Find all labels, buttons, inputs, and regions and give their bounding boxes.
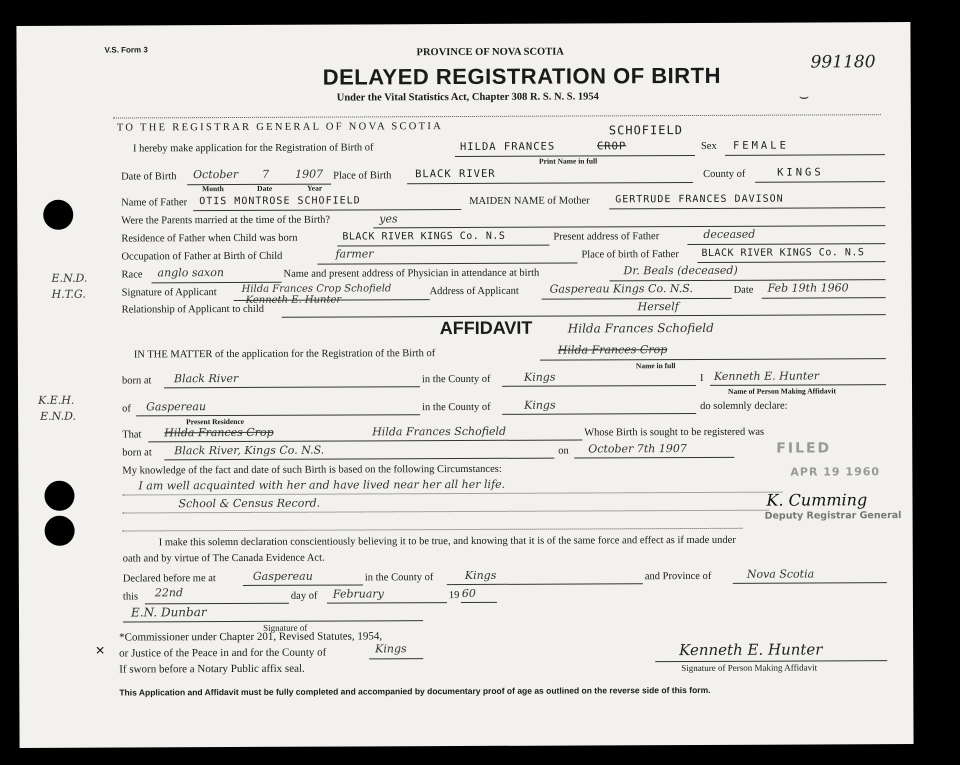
county-label: County of: [703, 168, 746, 180]
form-number: V.S. Form 3: [104, 45, 148, 55]
addressee-line: TO THE REGISTRAR GENERAL OF NOVA SCOTIA: [116, 121, 444, 134]
surname-correction: SCHOFIELD: [608, 123, 683, 138]
deputy-registrar-stamp: Deputy Registrar General: [764, 510, 902, 522]
of-county-value: Kings: [524, 398, 556, 412]
father-name: OTIS MONTROSE SCHOFIELD: [199, 195, 361, 208]
jp-line: or Justice of the Peace in and for the County of: [119, 646, 327, 660]
that-name-struck: Hilda Frances Crop: [164, 425, 274, 440]
father-label: Name of Father: [121, 197, 188, 209]
born-county-value: Kings: [523, 370, 556, 384]
declaration-para-1: I make this solemn declaration conscientiously believing it to be true, and knowing that it is of the same force and effect as if made under: [158, 534, 736, 549]
decl-province-value: Nova Scotia: [746, 567, 815, 581]
married-value: yes: [379, 212, 398, 226]
margin-initials: H.T.G.: [51, 287, 86, 301]
residence-father-label: Residence of Father when Child was born: [121, 232, 298, 245]
race-value: anglo saxon: [157, 266, 224, 280]
affidavit-title: AFFIDAVIT: [439, 317, 533, 339]
occupation-value: farmer: [335, 247, 374, 261]
commissioner-signature: E.N. Dunbar: [130, 605, 207, 620]
physician-value: Dr. Beals (deceased): [623, 263, 738, 278]
deponent-caption: Name of Person Making Affidavit: [728, 386, 836, 396]
residence-father-value: BLACK RIVER KINGS Co. N.S: [342, 230, 506, 243]
signature-applicant: Hilda Frances Crop Schofield: [241, 283, 392, 295]
footer-note: This Application and Affidavit must be fully completed and accompanied by documentary proof of age as outlined on the reverse side of this form.: [119, 684, 711, 698]
birth-date: October 7th 1907: [588, 442, 687, 456]
decl-year-prefix: 19: [448, 590, 460, 602]
affidavit-name-correction: Hilda Frances Schofield: [567, 320, 714, 336]
dob-day: 7: [262, 167, 270, 181]
that-label: That: [122, 429, 142, 441]
registrar-signature: K. Cumming: [766, 490, 868, 510]
sex-value: FEMALE: [732, 139, 789, 152]
declared-before-label: Declared before me at: [122, 573, 216, 585]
affidavit-name-struck: Hilda Frances Crop: [557, 343, 668, 357]
born-at-value: Black River: [173, 371, 239, 386]
physician-label: Name and present address of Physician in attendance at birth: [283, 267, 540, 280]
dob-month: October: [193, 167, 239, 182]
declaration-para-2: oath and by virtue of The Canada Evidence Act.: [122, 552, 325, 565]
address-applicant-label: Address of Applicant: [429, 285, 519, 298]
relationship-label: Relationship of Applicant to child: [121, 303, 265, 316]
child-name-struck: CROP: [596, 140, 627, 153]
decl-province-label: and Province of: [644, 570, 712, 583]
year-caption: Year: [307, 183, 323, 193]
sex-label: Sex: [700, 140, 717, 152]
margin-initials: E.N.D.: [40, 409, 77, 423]
deponent-name: Kenneth E. Hunter: [713, 369, 820, 383]
pob-father-label: Place of birth of Father: [581, 249, 679, 261]
address-applicant: Gaspereau Kings Co. N.S.: [549, 282, 693, 296]
x-mark: ✕: [95, 643, 106, 658]
signature-of-caption: Signature of: [263, 622, 308, 633]
born-at2-value: Black River, Kings Co. N.S.: [174, 443, 325, 458]
decl-day: 22nd: [154, 586, 184, 600]
deponent-signature: Kenneth E. Hunter: [679, 640, 823, 660]
margin-initials: K.E.H.: [38, 393, 75, 407]
decl-month: February: [332, 587, 384, 601]
born-at-label: born at: [121, 375, 152, 387]
child-name: HILDA FRANCES: [459, 140, 556, 154]
punch-hole: [45, 516, 75, 546]
on-label: on: [558, 445, 569, 457]
day-of-label: day of: [290, 590, 318, 602]
application-intro: I hereby make application for the Registration of Birth of: [132, 142, 374, 155]
circumstance-line-1: I am well acquainted with her and have lived near her all her life.: [138, 477, 506, 493]
decl-county-value: Kings: [464, 568, 497, 583]
witness-signature-1: Kenneth E. Hunter: [245, 294, 342, 306]
declare-label: do solemnly declare:: [700, 400, 788, 412]
affidavit-matter: IN THE MATTER of the application for the Registration of the Birth of: [133, 348, 436, 361]
filed-stamp: FILED: [776, 440, 832, 457]
that-name: Hilda Frances Schofield: [372, 424, 507, 439]
birth-registration-form: [16, 22, 913, 748]
whose-birth-label: Whose Birth is sought to be registered was: [584, 426, 765, 439]
dob-year: 1907: [295, 167, 324, 181]
month-caption: Month: [202, 184, 224, 194]
province-heading: PROVINCE OF NOVA SCOTIA: [416, 46, 564, 59]
decl-year: 60: [461, 586, 476, 601]
deponent-i-label: I: [699, 372, 704, 384]
this-label: this: [122, 591, 139, 603]
county-value: KINGS: [777, 166, 824, 179]
married-label: Were the Parents married at the time of the Birth?: [121, 214, 331, 227]
margin-initials: E.N.D.: [51, 271, 88, 285]
punch-hole: [43, 200, 73, 230]
notary-line: If sworn before a Notary Public affix seal.: [119, 662, 305, 676]
date-caption: Date: [257, 183, 273, 193]
jp-county: Kings: [375, 642, 407, 656]
form-title: DELAYED REGISTRATION OF BIRTH: [322, 62, 722, 90]
act-subtitle: Under the Vital Statistics Act, Chapter 308 R. S. N. S. 1954: [336, 91, 599, 104]
filed-stamp-date: APR 19 1960: [790, 465, 881, 479]
mother-label: MAIDEN NAME of Mother: [469, 195, 590, 207]
commissioner-line: *Commissioner under Chapter 201, Revised Statutes, 1954,: [119, 630, 383, 644]
of-place: Gaspereau: [146, 400, 207, 414]
of-county-label: in the County of: [422, 401, 491, 414]
registration-number: 991180: [810, 52, 876, 73]
print-name-caption: Print Name in full: [539, 156, 598, 166]
born-at2-label: born at: [122, 447, 152, 459]
present-residence-caption: Present Residence: [186, 416, 245, 427]
declared-before-place: Gaspereau: [252, 569, 313, 583]
born-county-label: in the County of: [421, 373, 491, 386]
present-address-father-label: Present address of Father: [553, 231, 660, 243]
present-address-father-value: deceased: [703, 227, 756, 241]
pob-value: BLACK RIVER: [415, 167, 496, 181]
race-label: Race: [121, 269, 143, 281]
mother-name: GERTRUDE FRANCES DAVISON: [615, 193, 784, 206]
knowledge-label: My knowledge of the fact and date of such Birth is based on the following Circumstances:: [122, 463, 502, 477]
of-label: of: [122, 403, 131, 415]
punch-hole: [44, 481, 74, 511]
pob-label: Place of Birth: [333, 170, 392, 182]
name-in-full-caption: Name in full: [635, 361, 676, 371]
dob-label: Date of Birth: [121, 171, 177, 183]
occupation-label: Occupation of Father at Birth of Child: [121, 250, 283, 263]
deponent-signature-caption: Signature of Person Making Affidavit: [681, 662, 818, 674]
handwritten-mark: ⌣: [798, 88, 810, 106]
application-date-label: Date: [733, 284, 754, 296]
decl-county-label: in the County of: [364, 572, 434, 584]
signature-applicant-label: Signature of Applicant: [121, 287, 217, 299]
application-date: Feb 19th 1960: [767, 281, 849, 295]
circumstance-line-2: School & Census Record.: [178, 496, 321, 511]
relationship-value: Herself: [637, 300, 679, 314]
pob-father-value: BLACK RIVER KINGS Co. N.S: [701, 247, 865, 259]
